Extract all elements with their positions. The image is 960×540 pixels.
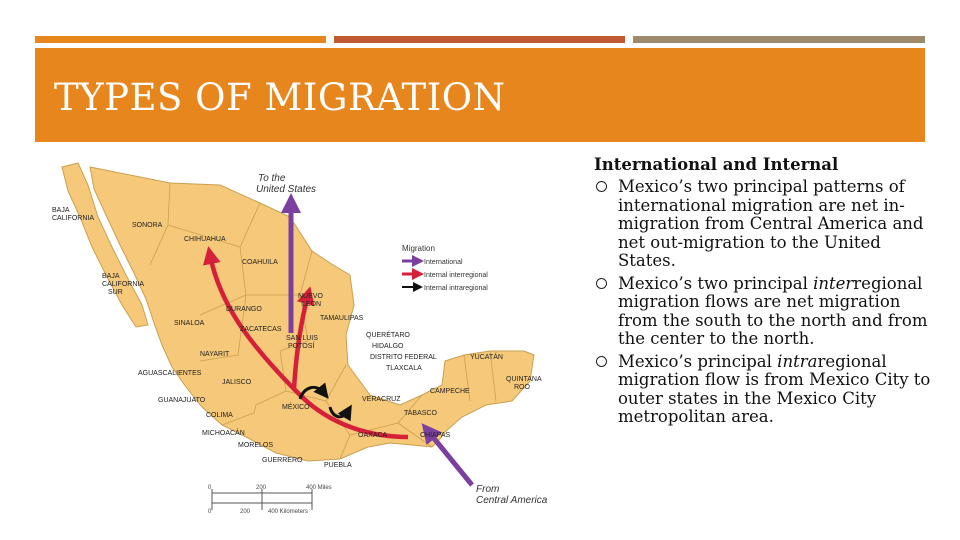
legend-title: Migration [402,244,435,253]
bullet-circle-icon [596,181,607,192]
bullet-text-post: regional migration flow is from Mexico City to outer states in the Mexico City metropolitan area. [618,351,931,426]
slide-title: TYPES OF MIGRATION [54,76,506,119]
state-label: SINALOA [174,320,205,327]
state-label: AGUASCALIENTES [138,370,202,377]
state-label: COLIMA [206,412,233,419]
state-label: TAMAULIPAS [320,315,364,322]
state-label: JALISCO [222,379,252,386]
state-label: TLAXCALA [386,365,422,372]
bullet-text-pre: Mexico’s principal [618,351,778,371]
state-label: ZACATECAS [240,326,282,333]
accent-bar-middle [334,36,625,43]
state-label: DURANGO [226,306,262,313]
state-label: SONORA [132,222,163,229]
scale-km-200: 200 [240,509,251,515]
legend-item-intraregional: Internal intraregional [424,285,488,292]
state-label: PUEBLA [324,462,352,469]
label-from-ca-line1: From [476,484,500,495]
mexico-migration-map [50,155,560,515]
arrow-from-central-america [428,431,472,485]
state-label: ROO [514,384,530,391]
state-label: VERACRUZ [362,396,401,403]
title-banner [35,48,925,142]
bullet-item [594,178,939,271]
state-label: HIDALGO [372,343,404,350]
bullet-circle-icon [596,278,607,289]
legend-item-international: International [424,259,463,266]
scale-miles-200: 200 [256,485,267,491]
state-label: YUCATÁN [470,354,503,361]
state-label: QUINTANA [506,376,542,383]
state-label: MORELOS [238,442,274,449]
state-label: SAN LUIS [286,335,318,342]
content-column [594,154,939,431]
state-label: CAMPECHE [430,388,470,395]
state-label: COAHUILA [242,259,278,266]
scale-bar [208,485,332,515]
scale-km-400: 400 Kilometers [268,509,309,515]
scale-km-0: 0 [208,509,212,515]
bullet-text: Mexico’s two principal patterns of international migration are net in-migration from Central America and net out-migration to the United States. [618,177,924,270]
bullet-text-pre: Mexico’s two principal [618,273,814,293]
label-to-us-line1: To the [258,173,286,184]
bullet-item [594,275,939,349]
label-to-us-line2: United States [256,184,317,195]
state-label: CALIFORNIA [102,281,145,288]
label-from-ca-line2: Central America [476,495,548,506]
subheading: International and Internal [594,155,839,174]
state-label: CHIHUAHUA [184,236,226,243]
state-label: CALIFORNIA [52,215,95,222]
bullet-circle-icon [596,356,607,367]
scale-miles-0: 0 [208,485,212,491]
state-label: POTOSÍ [288,343,315,350]
state-label: NAYARIT [200,351,230,358]
legend-item-interregional: Internal interregional [424,272,488,279]
accent-bar-right [633,36,925,43]
state-label: GUERRERO [262,457,303,464]
state-label: TABASCO [404,410,437,417]
migration-legend [402,244,488,292]
state-label: NUEVO [298,293,323,300]
bullet-text-emphasis: inter [813,273,854,293]
state-label: BAJA [52,207,70,214]
bullet-text-post: regional migration flows are net migration from the south to the north and from the center to the north. [618,273,928,348]
state-label: QUERÉTARO [366,332,410,339]
state-label: SUR [108,289,123,296]
accent-bar-left [35,36,326,43]
state-label: GUANAJUATO [158,397,206,404]
state-label: BAJA [102,273,120,280]
state-label: LEÓN [302,301,322,308]
state-label: DISTRITO FEDERAL [370,354,437,361]
state-label: CHIAPAS [420,432,451,439]
state-label: MÉXICO [282,404,310,411]
mainland [90,167,534,461]
state-label: OAXACA [358,432,388,439]
bullet-item [594,353,939,427]
state-label: MICHOACÁN [202,430,245,437]
scale-miles-400: 400 Miles [306,485,332,491]
bullet-text-emphasis: intra [777,351,818,371]
